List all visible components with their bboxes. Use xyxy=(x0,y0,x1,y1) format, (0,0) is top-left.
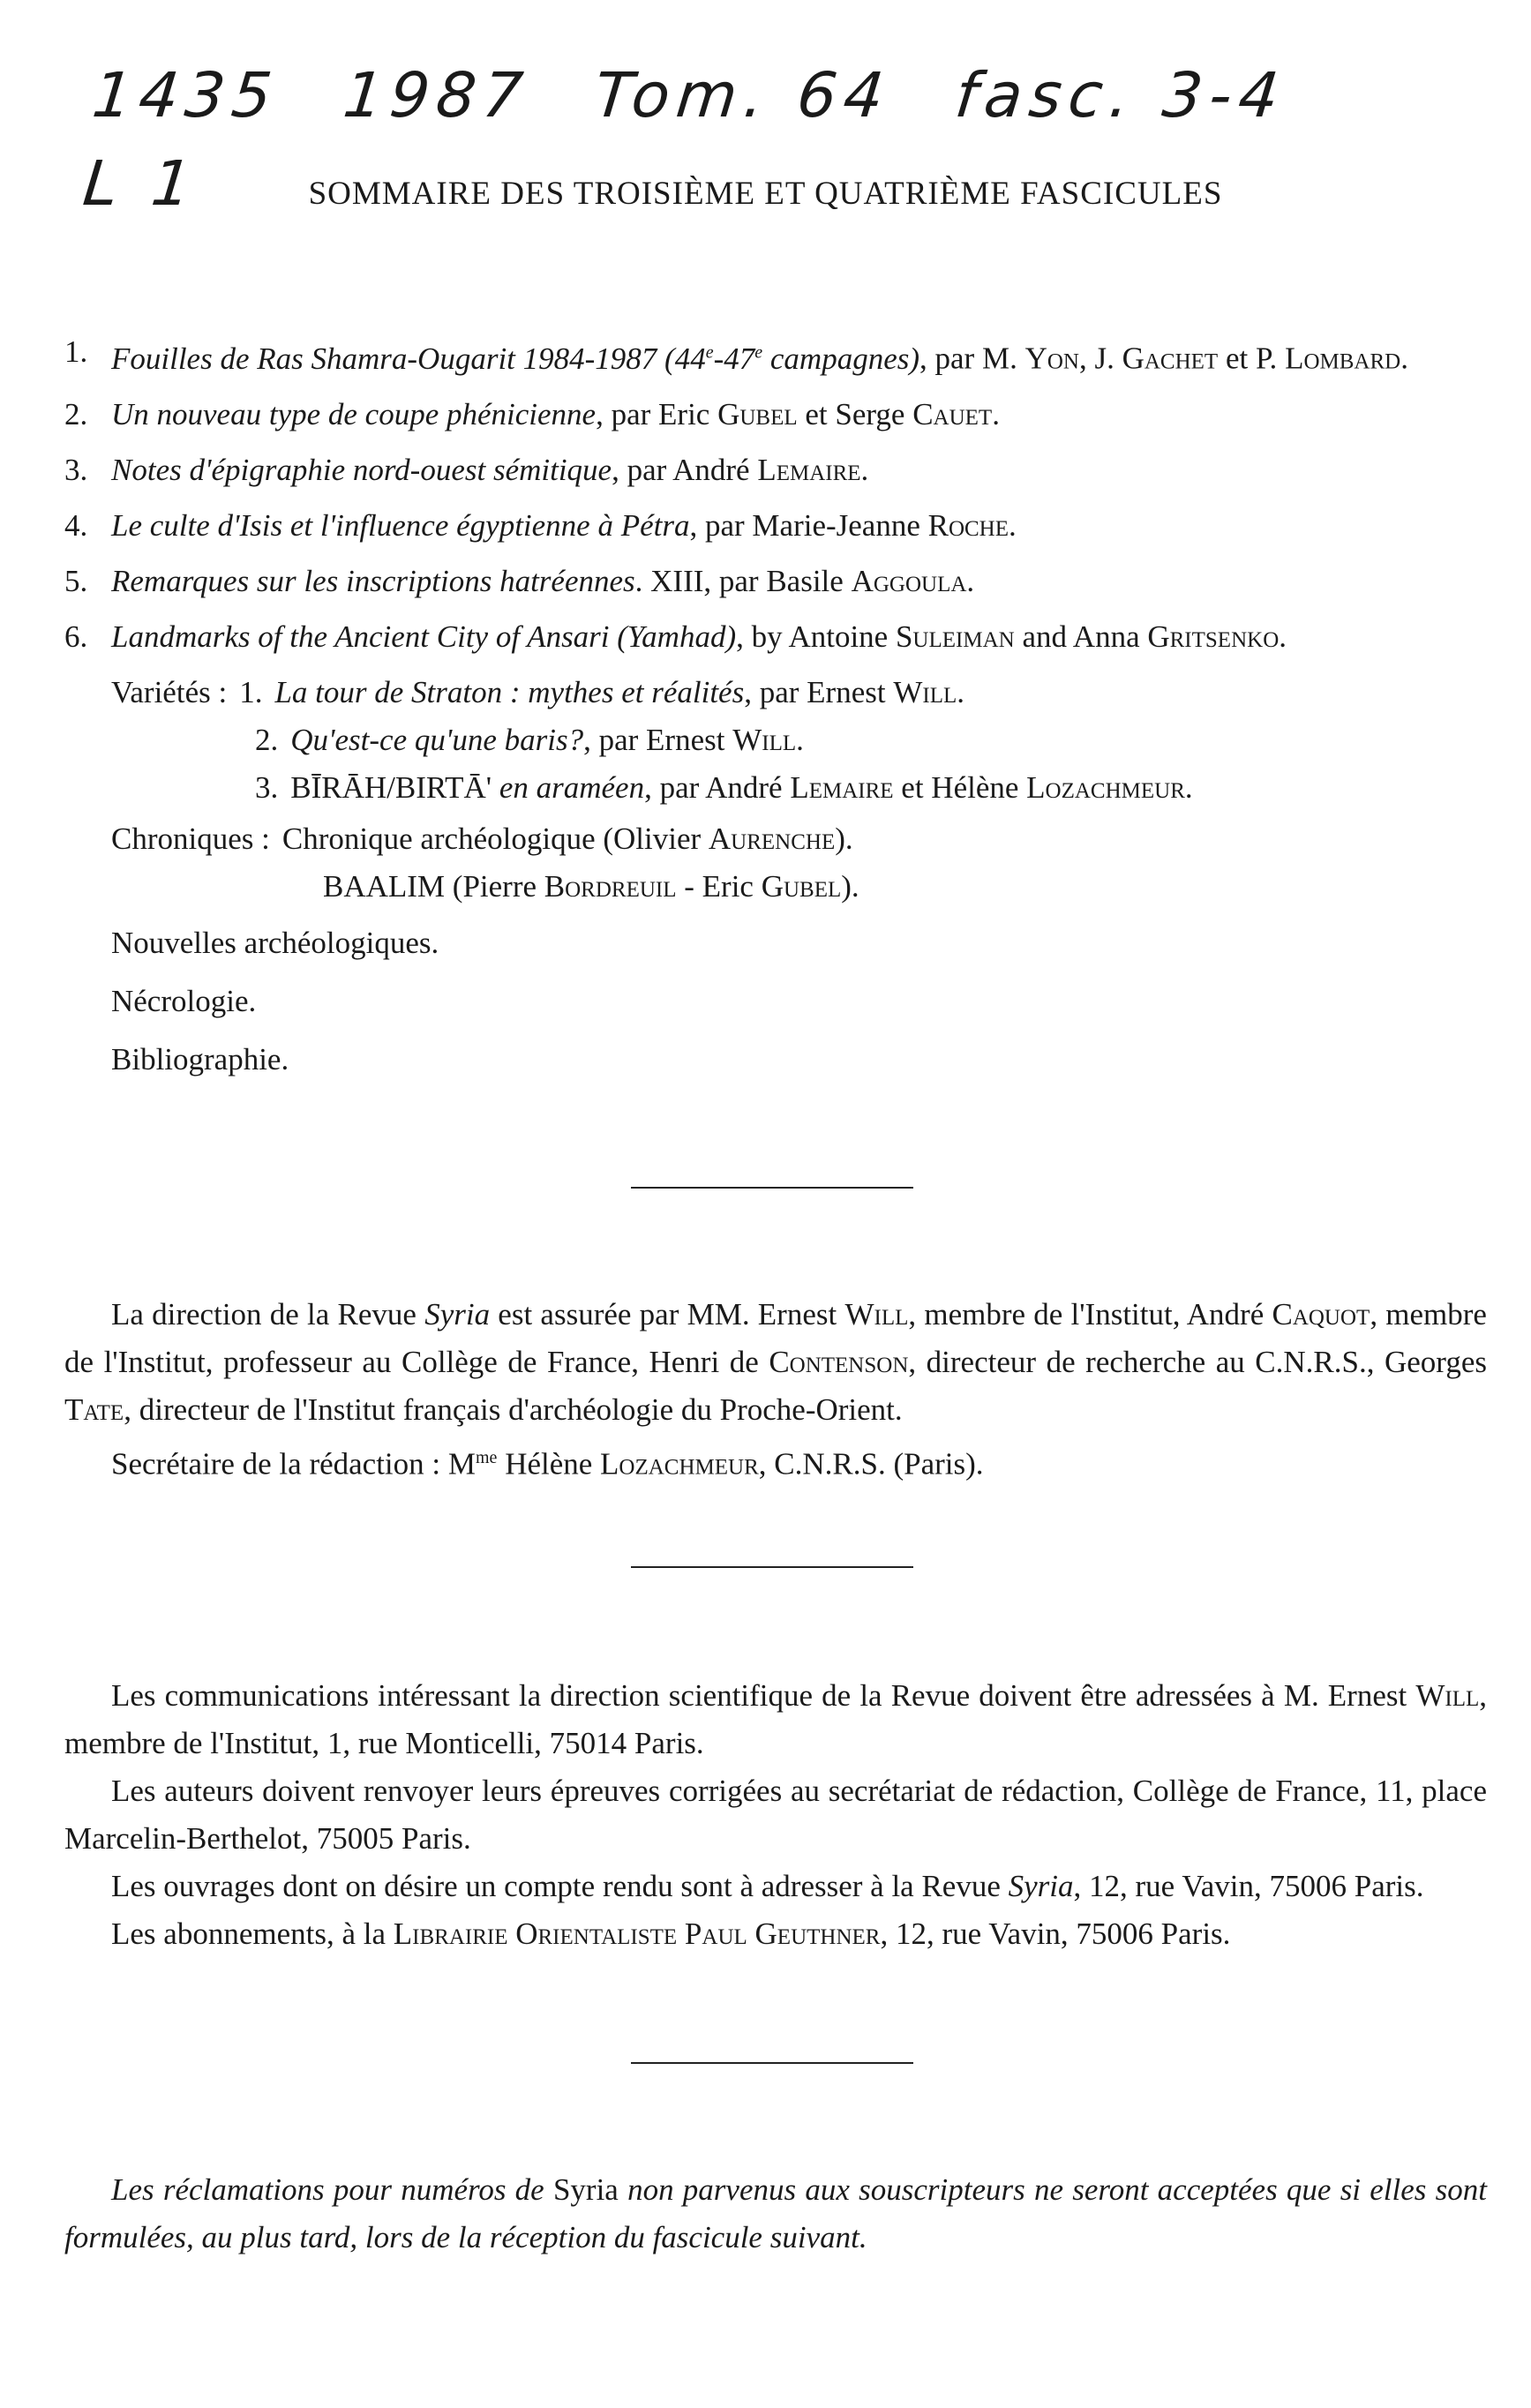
toc-item-2 xyxy=(64,391,1487,439)
toc-item-text: , par Eric xyxy=(596,396,718,431)
table-of-contents xyxy=(64,328,1487,1094)
author-name: Gritsenko xyxy=(1147,619,1280,654)
nouvelles-archeologiques: Nouvelles archéologiques. xyxy=(111,925,439,960)
toc-item-1 xyxy=(64,328,1487,383)
varietes-entry-1 xyxy=(111,669,1487,716)
toc-item-number: 3. xyxy=(64,452,88,487)
toc-item-text: . xyxy=(860,452,869,487)
toc-item-text: , by Antoine xyxy=(736,619,896,654)
toc-item-text: , par André xyxy=(612,452,758,487)
toc-item-text: . xyxy=(1400,341,1408,376)
divider-rule xyxy=(631,1566,913,1568)
communications-paragraph-1: Les communications intéressant la direction scientifique de la Revue doivent être adressées à M. Ernest Will, membre de l'Institut, 1, rue Monticelli, 75014 Paris. xyxy=(64,1678,1487,1760)
author-name: Yon xyxy=(1024,341,1079,376)
toc-item-text: et Serge xyxy=(797,396,913,431)
varietes-entry-3 xyxy=(111,764,1487,812)
page-title: SOMMAIRE DES TROISIÈME ET QUATRIÈME FASCICULES xyxy=(308,176,1223,212)
direction-paragraph xyxy=(64,1291,1487,1489)
chroniques-label: Chroniques : xyxy=(111,821,270,856)
toc-item-text: . xyxy=(966,563,975,598)
handwritten-volume: Tom. 64 xyxy=(590,59,895,131)
direction-text: La direction de la Revue Syria est assurée par MM. Ernest Will, membre de l'Institut, André Caquot, membre de l'Institut, professeur au Collège de France, Henri de Contenson, directeur de recherche au C.N.R.S., Georges Tate, directeur de l'Institut français d'archéologie du Proche-Orient. xyxy=(64,1297,1487,1427)
toc-item-5 xyxy=(64,558,1487,605)
toc-item-number: 4. xyxy=(64,507,88,543)
varietes-number: 3. xyxy=(255,769,279,805)
author-name: Roche xyxy=(927,507,1009,543)
author-name: Aggoula xyxy=(851,563,967,598)
bibliographie: Bibliographie. xyxy=(111,1041,289,1076)
toc-item-number: 1. xyxy=(64,334,88,369)
toc-item-text: and Anna xyxy=(1014,619,1148,654)
toc-item-3 xyxy=(64,446,1487,494)
varietes-number: 2. xyxy=(255,722,279,757)
toc-item-text: . XIII, par Basile xyxy=(634,563,852,598)
handwritten-call-number: 1435 xyxy=(88,59,282,131)
chroniques-section xyxy=(64,815,1487,911)
toc-item-text: , par Marie-Jeanne xyxy=(689,507,928,543)
toc-item-4 xyxy=(64,502,1487,550)
divider-rule xyxy=(631,1187,913,1189)
reclamations-notice xyxy=(64,2166,1487,2262)
communications-paragraph-3: Les ouvrages dont on désire un compte rendu sont à adresser à la Revue Syria, 12, rue Vavin, 75006 Paris. xyxy=(111,1869,1424,1903)
toc-item-title: Notes d'épigraphie nord-ouest sémitique xyxy=(111,452,612,487)
toc-item-text: et P. xyxy=(1218,341,1286,376)
author-name: Lombard xyxy=(1285,341,1401,376)
varietes-section xyxy=(64,669,1487,812)
toc-item-6 xyxy=(64,613,1487,661)
handwritten-fascicle: fasc. 3-4 xyxy=(951,59,1289,131)
chroniques-text: Chronique archéologique (Olivier Aurenche). xyxy=(281,821,853,856)
varietes-entry-2 xyxy=(111,716,1487,764)
author-name: Gachet xyxy=(1122,341,1219,376)
toc-item-text: . xyxy=(1279,619,1287,654)
toc-item-text: . xyxy=(992,396,1000,431)
communications-section xyxy=(64,1672,1487,1958)
toc-item-title: Remarques sur les inscriptions hatréennes xyxy=(111,563,635,598)
toc-item-title: Landmarks of the Ancient City of Ansari (Yamhad) xyxy=(111,619,737,654)
toc-item-title: Le culte d'Isis et l'influence égyptienne à Pétra xyxy=(111,507,690,543)
toc-item-number: 5. xyxy=(64,563,88,598)
chroniques-line-1 xyxy=(111,815,1487,863)
varietes-label: Variétés : xyxy=(111,674,228,709)
varietes-number: 1. xyxy=(239,674,263,709)
reclamations-text: Les réclamations pour numéros de Syria non parvenus aux souscripteurs ne seront acceptées que si elles sont formulées, au plus tard, lors de la réception du fascicule suivant. xyxy=(64,2172,1487,2254)
divider-rule xyxy=(631,2062,913,2064)
varietes-text: Qu'est-ce qu'une baris?, par Ernest Will. xyxy=(290,722,804,757)
toc-item-number: 2. xyxy=(64,396,88,431)
varietes-text: La tour de Straton : mythes et réalités, par Ernest Will. xyxy=(274,674,964,709)
communications-paragraph-2: Les auteurs doivent renvoyer leurs épreuves corrigées au secrétariat de rédaction, Collège de France, 11, place Marcelin-Berthelot, 75005 Paris. xyxy=(64,1774,1487,1856)
toc-item-title: Un nouveau type de coupe phénicienne xyxy=(111,396,597,431)
toc-item-text: , par M. xyxy=(919,341,1025,376)
toc-item-text: . xyxy=(1009,507,1017,543)
author-name: Cauet xyxy=(912,396,993,431)
secretaire-text: Secrétaire de la rédaction : $M^{me}$ Hélène Lozachmeur, C.N.R.S. (Paris). xyxy=(111,1446,984,1482)
author-name: Suleiman xyxy=(895,619,1015,654)
toc-item-title: Fouilles de Ras Shamra-Ougarit 1984-1987 (44e-47e campagnes) xyxy=(111,341,920,376)
toc-item-number: 6. xyxy=(64,619,88,654)
handwritten-shelf: L 1 xyxy=(79,147,202,220)
chroniques-line-2: BAALIM (Pierre Bordreuil - Eric Gubel). xyxy=(323,868,859,904)
toc-item-text: , J. xyxy=(1078,341,1122,376)
varietes-text: BĪRĀH/BIRTĀ' en araméen, par André Lemaire et Hélène Lozachmeur. xyxy=(290,769,1193,805)
author-name: Gubel xyxy=(717,396,798,431)
author-name: Lemaire xyxy=(757,452,861,487)
necrologie: Nécrologie. xyxy=(111,983,257,1018)
handwritten-year: 1987 xyxy=(340,59,534,131)
communications-paragraph-4: Les abonnements, à la Librairie Orientaliste Paul Geuthner, 12, rue Vavin, 75006 Paris. xyxy=(111,1917,1231,1951)
